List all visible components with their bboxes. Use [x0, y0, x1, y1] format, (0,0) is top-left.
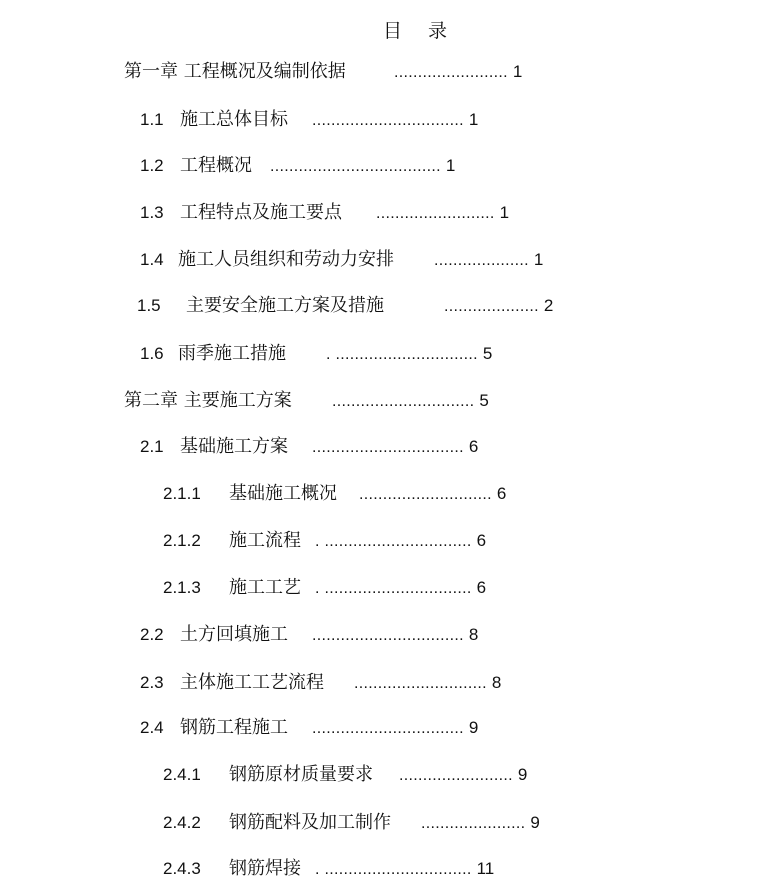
toc-entry-text: 钢筋焊接 — [229, 858, 301, 879]
toc-page-number: 9 — [468, 718, 479, 737]
toc-section-number: 1.3 — [140, 203, 164, 222]
toc-entry-text: 土方回填施工 — [180, 624, 288, 645]
toc-leader-dots: .............................. — [332, 393, 475, 410]
toc-leader-dots: ........................ — [394, 64, 508, 81]
toc-entry-2-4-2[interactable] — [163, 811, 540, 836]
toc-leader-dots: . ............................... — [315, 861, 472, 878]
toc-page-number: 2 — [543, 296, 554, 315]
toc-entry-2-2[interactable] — [140, 623, 478, 648]
toc-entry-1-4[interactable] — [140, 248, 543, 273]
toc-entry-text: 钢筋工程施工 — [180, 717, 288, 738]
toc-page-number: 8 — [491, 673, 502, 692]
toc-entry-text: 施工工艺 — [229, 577, 301, 598]
toc-page-number: 5 — [482, 344, 493, 363]
toc-leader-dots: ................................ — [312, 439, 464, 456]
toc-section-number: 1.1 — [140, 110, 164, 129]
toc-entry-text: 工程特点及施工要点 — [180, 202, 342, 223]
toc-page-number: 1 — [468, 110, 479, 129]
toc-leader-dots: ........................ — [399, 767, 513, 784]
toc-entry-1-6[interactable] — [140, 342, 492, 367]
toc-page-number: 8 — [468, 625, 479, 644]
toc-entry-2-1-1[interactable] — [163, 482, 506, 507]
toc-entry-text: 施工流程 — [229, 530, 301, 551]
toc-section-number: 2.4.2 — [163, 813, 201, 832]
toc-section-number: 2.1 — [140, 437, 164, 456]
toc-entry-text: 基础施工概况 — [229, 483, 337, 504]
toc-leader-dots: .................... — [444, 298, 539, 315]
toc-page-number: 11 — [476, 859, 495, 878]
toc-entry-2-1-2[interactable] — [163, 529, 486, 554]
toc-page-number: 6 — [476, 531, 487, 550]
toc-leader-dots: . .............................. — [326, 346, 478, 363]
toc-page-number: 1 — [445, 156, 456, 175]
toc-leader-dots: .................................... — [270, 158, 441, 175]
toc-entry-text: 第二章 主要施工方案 — [124, 390, 292, 411]
toc-leader-dots: ................................ — [312, 112, 464, 129]
toc-entry-2-1[interactable] — [140, 435, 478, 460]
toc-entry-chapter-1[interactable] — [124, 60, 522, 85]
toc-page-number: 6 — [476, 578, 487, 597]
toc-entry-text: 第一章 工程概况及编制依据 — [124, 61, 346, 82]
toc-section-number: 2.1.3 — [163, 578, 201, 597]
toc-leader-dots: . ............................... — [315, 580, 472, 597]
toc-section-number: 2.3 — [140, 673, 164, 692]
toc-leader-dots: ................................ — [312, 627, 464, 644]
toc-section-number: 1.6 — [140, 344, 164, 363]
toc-entry-text: 施工总体目标 — [180, 109, 288, 130]
toc-entry-1-5[interactable] — [137, 294, 553, 319]
toc-leader-dots: ............................ — [359, 486, 492, 503]
toc-section-number: 2.4 — [140, 718, 164, 737]
toc-section-number: 1.2 — [140, 156, 164, 175]
toc-entry-text: 钢筋配料及加工制作 — [229, 812, 391, 833]
toc-page-number: 9 — [530, 813, 540, 832]
toc-section-number: 1.5 — [137, 296, 161, 315]
toc-leader-dots: ............................ — [354, 675, 487, 692]
toc-page-number: 1 — [512, 62, 523, 81]
toc-entry-1-1[interactable] — [140, 108, 478, 133]
toc-leader-dots: ......................... — [376, 205, 495, 222]
toc-entry-text: 主要安全施工方案及措施 — [186, 295, 384, 316]
toc-page-number: 1 — [533, 250, 544, 269]
toc-title: 目 录 — [382, 20, 458, 42]
toc-entry-chapter-2[interactable] — [124, 389, 489, 414]
toc-entry-2-4-1[interactable] — [163, 763, 527, 788]
toc-entry-2-4-3[interactable] — [163, 857, 494, 882]
toc-section-number: 2.1.1 — [163, 484, 201, 503]
toc-section-number: 1.4 — [140, 250, 164, 269]
toc-entry-text: 主体施工工艺流程 — [180, 672, 324, 693]
toc-entry-1-3[interactable] — [140, 201, 509, 226]
toc-leader-dots: ...................... — [421, 815, 526, 832]
toc-entry-text: 施工人员组织和劳动力安排 — [178, 249, 394, 270]
toc-entry-2-4[interactable] — [140, 716, 478, 741]
toc-entry-2-1-3[interactable] — [163, 576, 486, 601]
toc-section-number: 2.4.3 — [163, 859, 201, 878]
toc-section-number: 2.4.1 — [163, 765, 201, 784]
toc-entry-text: 雨季施工措施 — [178, 343, 286, 364]
toc-section-number: 2.2 — [140, 625, 164, 644]
toc-leader-dots: . ............................... — [315, 533, 472, 550]
toc-entry-text: 钢筋原材质量要求 — [229, 764, 373, 785]
toc-page-number: 9 — [517, 765, 528, 784]
toc-entry-text: 工程概况 — [180, 155, 252, 176]
toc-leader-dots: ................................ — [312, 720, 464, 737]
toc-entry-2-3[interactable] — [140, 671, 501, 696]
toc-leader-dots: .................... — [434, 252, 529, 269]
toc-page-number: 5 — [479, 391, 489, 410]
toc-page-number: 6 — [468, 437, 479, 456]
toc-entry-text: 基础施工方案 — [180, 436, 288, 457]
toc-page-number: 1 — [499, 203, 510, 222]
toc-entry-1-2[interactable] — [140, 154, 455, 179]
toc-page-number: 6 — [496, 484, 507, 503]
toc-section-number: 2.1.2 — [163, 531, 201, 550]
